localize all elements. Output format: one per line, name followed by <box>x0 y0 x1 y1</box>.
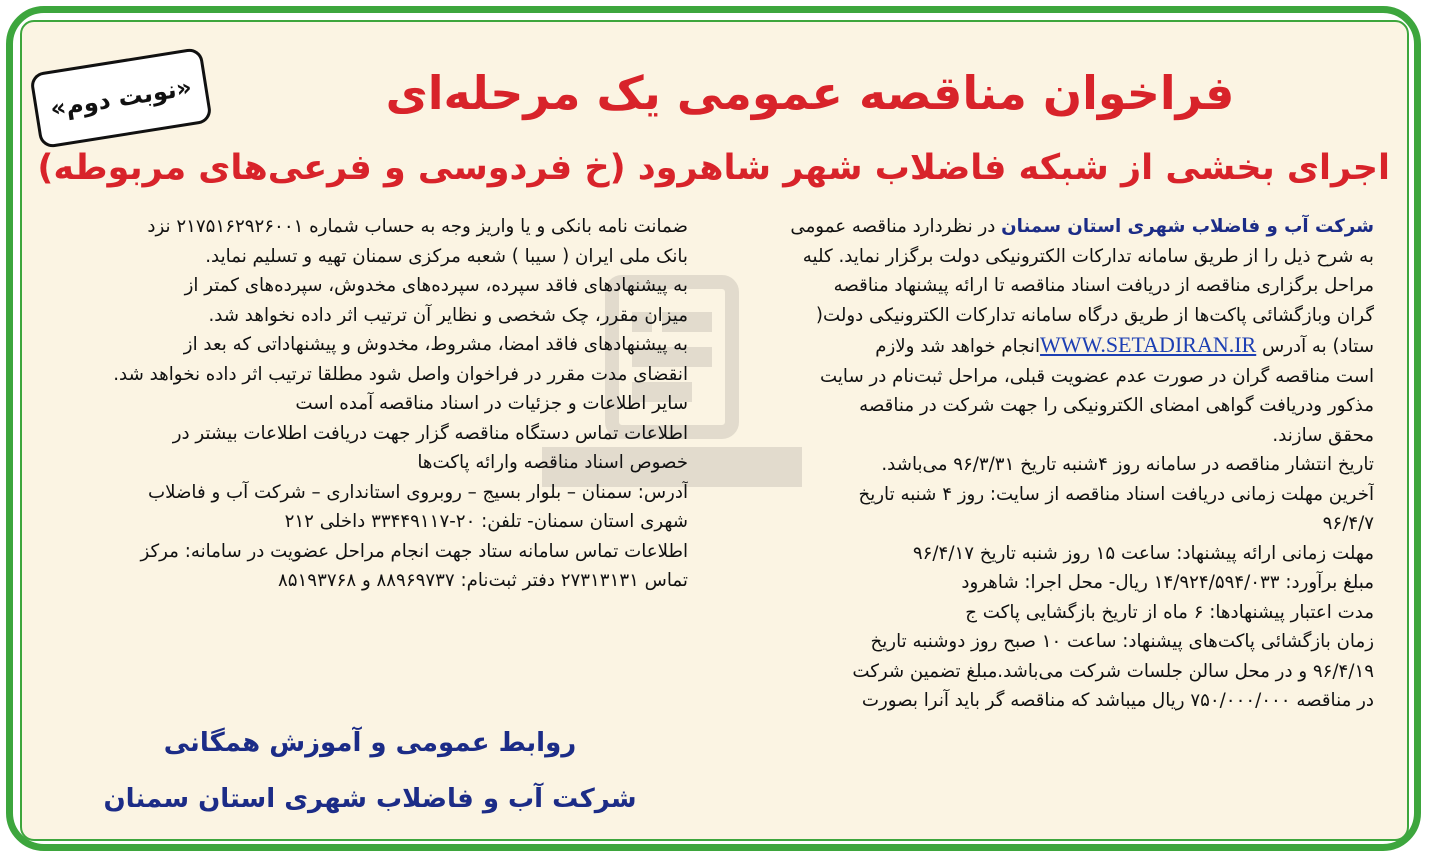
text-line: تماس ۲۷۳۱۳۱۳۱ دفتر ثبت‌نام: ۸۸۹۶۹۷۳۷ و ۸۵۱۹۳۷۶۸ <box>278 570 688 591</box>
right-column-text <box>734 212 1374 824</box>
text-line: اطلاعات تماس دستگاه مناقصه گزار جهت دریافت اطلاعات بیشتر در <box>172 422 688 444</box>
text-line: مدت اعتبار پیشنهادها: ۶ ماه از تاریخ بازگشایی پاکت ج <box>965 601 1374 623</box>
text-line: محقق سازند. <box>1272 424 1374 446</box>
text-line: ۹۶/۴/۱۹ و در محل سالن جلسات شرکت می‌باشد.مبلغ تضمین شرکت <box>852 660 1374 682</box>
text-line: به شرح ذیل را از طریق سامانه تدارکات الکترونیکی دولت برگزار نماید. کلیه <box>802 245 1374 267</box>
text-line: مراحل برگزاری مناقصه از دریافت اسناد مناقصه تا ارائه پیشنهاد مناقصه <box>833 275 1374 296</box>
text-line: ۹۶/۴/۷ <box>1322 513 1374 534</box>
text-line: گران وبازگشائی پاکت‌ها از طریق درگاه سامانه تدارکات الکترونیکی دولت( <box>815 304 1374 326</box>
text-line: بانک ملی ایران ( سیبا ) شعبه مرکزی سمنان تهیه و تسلیم نماید. <box>205 245 688 267</box>
left-column-text <box>46 212 688 682</box>
signature-department: روابط عمومی و آموزش همگانی <box>163 728 577 758</box>
text-line: شرکت آب و فاضلاب شهری استان سمنان در نظردارد مناقصه عمومی <box>790 216 1374 237</box>
text-line: اطلاعات تماس سامانه ستاد جهت انجام مراحل عضویت در سامانه: مرکز <box>140 540 688 562</box>
text-line: مبلغ برآورد: ۱۴/۹۲۴/۵۹۴/۰۳۳ ریال- محل اجرا: شاهرود <box>961 572 1374 593</box>
text-line: تاریخ انتشار مناقصه در سامانه روز ۴شنبه تاریخ ۹۶/۳/۳۱ می‌باشد. <box>881 454 1374 475</box>
text-line: در مناقصه ۷۵۰/۰۰۰/۰۰۰ ریال میباشد که مناقصه گر باید آنرا بصورت <box>861 690 1374 711</box>
notice-subtitle: اجرای بخشی از شبکه فاضلاب شهر شاهرود (خ فردوسی و فرعی‌های مربوطه) <box>37 148 1390 188</box>
text-line: به پیشنهادهای فاقد سپرده، سپرده‌های مخدوش، سپرده‌های کمتر از <box>184 275 688 296</box>
text-line: به پیشنهادهای فاقد امضا، مشروط، مخدوش و پیشنهاداتی که بعد از <box>183 334 688 355</box>
text-line: خصوص اسناد مناقصه وارائه پاکت‌ها <box>417 452 688 473</box>
text-line: ستاد) به آدرس WWW.SETADIRAN.IRانجام خواهد شد ولازم <box>875 332 1374 357</box>
text-line: میزان مقرر، چک شخصی و نظایر آن ترتیب اثر داده نخواهد شد. <box>208 304 688 326</box>
notice-title: فراخوان مناقصه عمومی یک مرحله‌ای <box>385 66 1235 120</box>
setadiran-link[interactable]: WWW.SETADIRAN.IR <box>1040 332 1257 357</box>
text-line: ضمانت نامه بانکی و یا واریز وجه به حساب شماره ۲۱۷۵۱۶۲۹۲۶۰۰۱ نزد <box>147 216 688 237</box>
text-line: آدرس: سمنان – بلوار بسیج – روبروی استانداری – شرکت آب و فاضلاب <box>148 481 688 503</box>
text-line: سایر اطلاعات و جزئیات در اسناد مناقصه آمده است <box>295 393 688 414</box>
text-line: انقضای مدت مقرر در فراخوان واصل شود مطلقا ترتیب اثر داده نخواهد شد. <box>113 363 688 385</box>
text-line: مهلت زمانی ارائه پیشنهاد: ساعت ۱۵ روز شنبه تاریخ ۹۶/۴/۱۷ <box>912 542 1374 564</box>
signature-company: شرکت آب و فاضلاب شهری استان سمنان <box>103 784 637 814</box>
company-name: شرکت آب و فاضلاب شهری استان سمنان <box>1001 216 1374 237</box>
text-line: مذکور ودریافت گواهی امضای الکترونیکی را جهت شرکت در مناقصه <box>859 395 1374 416</box>
text-line: شهری استان سمنان- تلفن: ۲۰-۳۳۴۴۹۱۱۷ داخلی ۲۱۲ <box>284 511 688 532</box>
text-line: زمان بازگشائی پاکت‌های پیشنهاد: ساعت ۱۰ صبح روز دوشنبه تاریخ <box>870 631 1374 652</box>
text-line: است مناقصه گران در صورت عدم عضویت قبلی، مراحل ثبت‌نام در سایت <box>820 365 1374 387</box>
text-line: آخرین مهلت زمانی دریافت اسناد مناقصه از سایت: روز ۴ شنبه تاریخ <box>858 483 1374 505</box>
second-round-badge: «نوبت دوم» <box>29 47 213 149</box>
